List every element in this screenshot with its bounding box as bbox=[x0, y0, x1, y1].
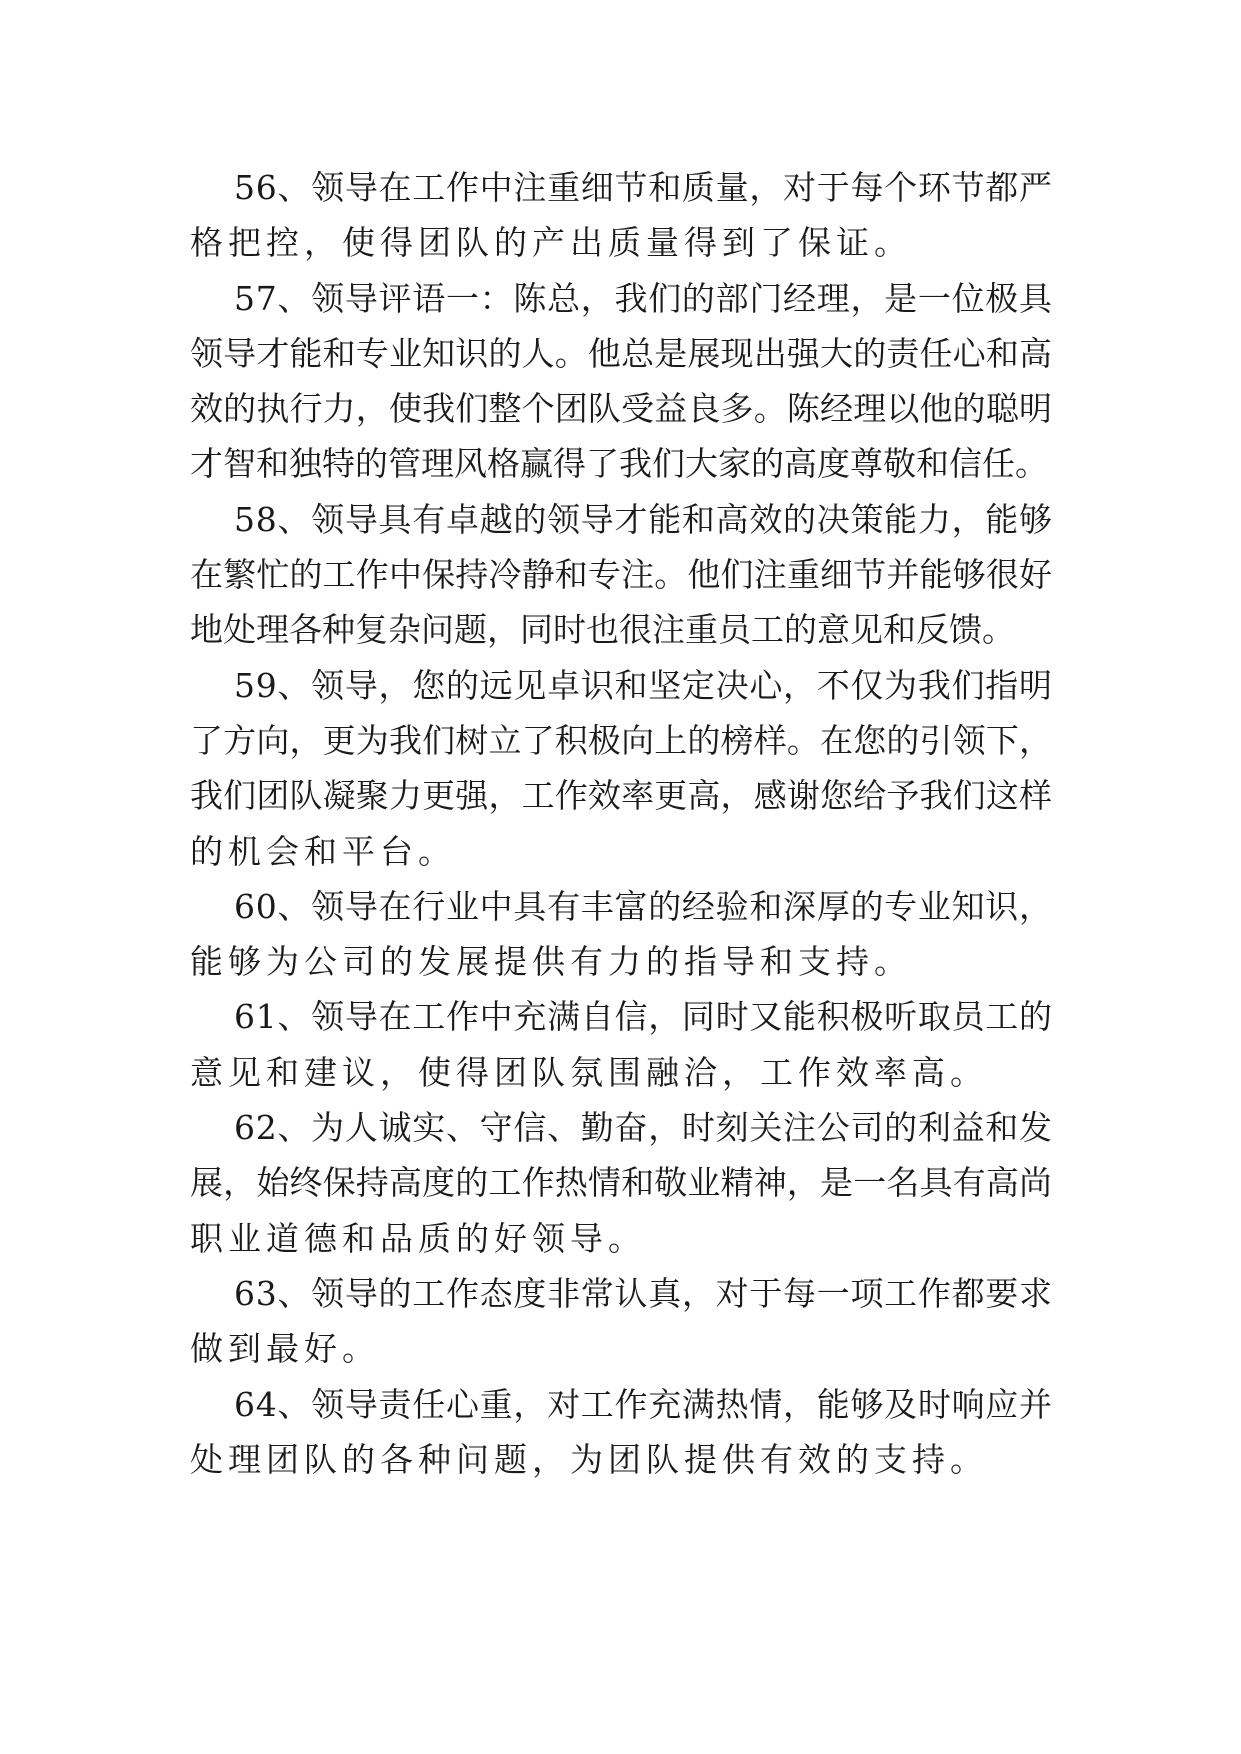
paragraph-line: 格把控，使得团队的产出质量得到了保证。 bbox=[190, 223, 912, 263]
paragraph-line: 62、为人诚实、守信、勤奋，时刻关注公司的利益和发 bbox=[234, 1108, 1053, 1148]
paragraph-line: 58、领导具有卓越的领导才能和高效的决策能力，能够 bbox=[234, 499, 1053, 539]
paragraph-line: 意见和建议，使得团队氛围融洽，工作效率高。 bbox=[190, 1052, 988, 1092]
paragraph-line: 处理团队的各种问题，为团队提供有效的支持。 bbox=[190, 1439, 988, 1479]
paragraph-line: 展，始终保持高度的工作热情和敬业精神，是一名具有高尚 bbox=[190, 1163, 1053, 1203]
paragraph bbox=[190, 492, 1052, 658]
paragraph bbox=[190, 1377, 1052, 1488]
paragraph-line: 64、领导责任心重，对工作充满热情，能够及时响应并 bbox=[234, 1384, 1053, 1424]
paragraph bbox=[190, 1266, 1052, 1377]
paragraph bbox=[190, 271, 1052, 492]
paragraph-line: 56、领导在工作中注重细节和质量，对于每个环节都严 bbox=[234, 168, 1053, 207]
document-body bbox=[190, 160, 1052, 1487]
paragraph-line: 做到最好。 bbox=[190, 1329, 380, 1369]
paragraph-line: 地处理各种复杂问题，同时也很注重员工的意见和反馈。 bbox=[190, 610, 1015, 650]
paragraph-line: 我们团队凝聚力更强，工作效率更高，感谢您给予我们这样 bbox=[190, 776, 1053, 816]
paragraph-line: 职业道德和品质的好领导。 bbox=[190, 1218, 646, 1258]
paragraph-line: 领导才能和专业知识的人。他总是展现出强大的责任心和高 bbox=[190, 333, 1053, 373]
paragraph bbox=[190, 160, 1052, 271]
paragraph bbox=[190, 989, 1052, 1100]
paragraph-line: 63、领导的工作态度非常认真，对于每一项工作都要求 bbox=[234, 1273, 1053, 1313]
paragraph-line: 61、领导在工作中充满自信，同时又能积极听取员工的 bbox=[234, 997, 1053, 1037]
paragraph-line: 的机会和平台。 bbox=[190, 831, 456, 871]
paragraph bbox=[190, 1100, 1052, 1266]
paragraph bbox=[190, 658, 1052, 879]
paragraph-line: 57、领导评语一：陈总，我们的部门经理，是一位极具 bbox=[234, 278, 1053, 318]
paragraph-line: 效的执行力，使我们整个团队受益良多。陈经理以他的聪明 bbox=[190, 389, 1053, 429]
paragraph-line: 才智和独特的管理风格赢得了我们大家的高度尊敬和信任。 bbox=[190, 444, 1048, 484]
paragraph-line: 了方向，更为我们树立了积极向上的榜样。在您的引领下， bbox=[190, 720, 1053, 760]
paragraph bbox=[190, 879, 1052, 990]
paragraph-line: 能够为公司的发展提供有力的指导和支持。 bbox=[190, 942, 912, 982]
paragraph-line: 60、领导在行业中具有丰富的经验和深厚的专业知识， bbox=[234, 886, 1053, 926]
paragraph-line: 在繁忙的工作中保持冷静和专注。他们注重细节并能够很好 bbox=[190, 555, 1053, 595]
paragraph-line: 59、领导，您的远见卓识和坚定决心，不仅为我们指明 bbox=[234, 665, 1053, 705]
